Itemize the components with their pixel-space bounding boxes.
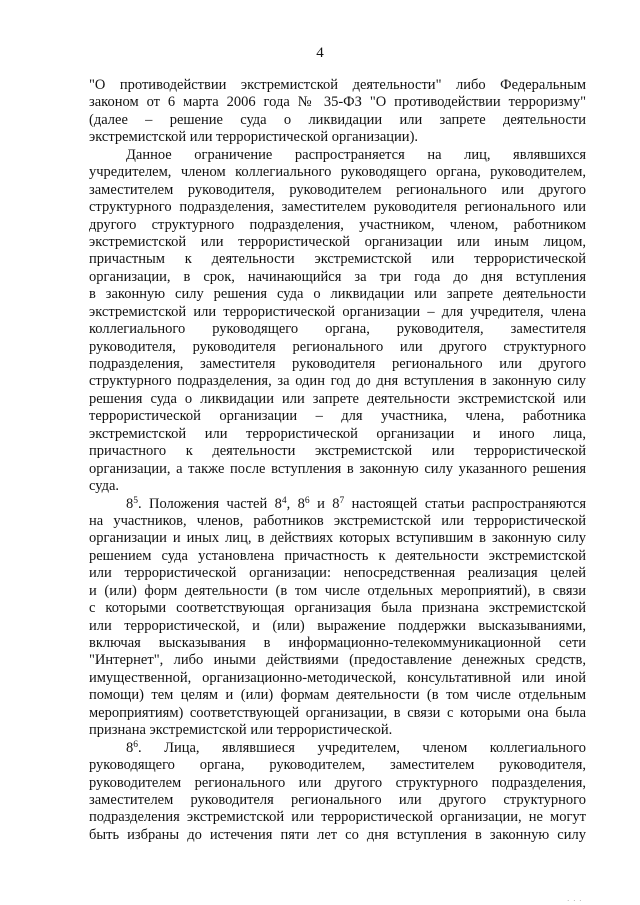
text-line: учредителем, членом коллегиального руководящего органа, руководителем,	[89, 164, 586, 181]
text-line: экстремистской или террористической организации).	[89, 129, 419, 146]
text-line: Данное ограничение распространяется на лиц, являвшихся	[126, 146, 586, 163]
text-line: законом от 6 марта 2006 года № 35-ФЗ "О противодействии терроризму"	[89, 94, 586, 111]
page-number: 4	[316, 45, 324, 61]
part-number: $8^5$	[126, 495, 138, 512]
text-line: организации, в срок, начинающийся за три года до дня вступления	[89, 268, 586, 285]
text-line: "Интернет", либо иными действиями (предоставление денежных средств,	[89, 652, 586, 669]
scan-artifact-mark: · · ·	[567, 897, 583, 905]
text-line: "О противодействии экстремистской деятельности" либо Федеральным	[89, 77, 586, 93]
text-line: мероприятиям) соответствующей организации, в связи с которыми она была	[89, 704, 586, 721]
text-line: экстремистской или террористической организации и иного лица,	[89, 425, 586, 442]
text-line: в законную силу решения суда о ликвидации или запрете деятельности	[89, 286, 586, 303]
text-line: руководителя, руководителя регионального или другого структурного	[89, 338, 586, 355]
paragraph-restriction	[89, 147, 586, 496]
document-body	[89, 77, 586, 844]
text-line: или террористической, и (или) выражение поддержки высказываниями,	[89, 617, 586, 634]
paragraph-part-8-5	[89, 496, 586, 740]
text-line: или террористической организации: непосредственная реализация целей	[89, 565, 586, 582]
text-line: террористической организации – для участника, члена, работника	[89, 408, 586, 425]
text-line: суда.	[89, 478, 120, 495]
text-line: структурного подразделения, заместителем руководителя регионального или	[89, 199, 586, 216]
part-number: $8^6$	[126, 739, 138, 756]
text-line: причастного к деятельности экстремистской или террористической	[89, 443, 586, 460]
text-line: экстремистской или террористической организации или иным лицом,	[89, 233, 586, 250]
text-line: подразделения, заместителя руководителя регионального или другого	[89, 356, 586, 372]
text-line: $8^5$. Положения частей $8^4$, $8^6$ и $8^7$ настоящей статьи распространяются	[126, 495, 586, 512]
paragraph-part-8-6	[89, 740, 586, 845]
text-line: признана экстремистской или террористической.	[89, 722, 393, 739]
text-line: (далее – решение суда о ликвидации или запрете деятельности	[89, 111, 586, 128]
text-line: заместителем руководителя регионального или другого структурного	[89, 791, 586, 808]
text-line: помощи) тем целям и (или) формам деятельности (в том числе отдельным	[89, 687, 586, 704]
text-line: руководителем регионального или другого структурного подразделения,	[89, 774, 586, 791]
text-line: организации и иных лиц, в действиях которых вступившим в законную силу	[89, 530, 586, 547]
paragraph-continuation	[89, 77, 586, 147]
text-line: $8^6$. Лица, являвшиеся учредителем, членом коллегиального	[126, 739, 586, 756]
text-line: организации, а также после вступления в законную силу указанного решения	[89, 460, 586, 477]
text-line: быть избраны до истечения пяти лет со дня вступления в законную силу	[89, 826, 586, 843]
text-line: с которыми соответствующая организация была признана экстремистской	[89, 600, 586, 617]
text-line: решения суда о ликвидации или запрете деятельности экстремистской или	[89, 390, 586, 407]
text-line: причастным к деятельности экстремистской или террористической	[89, 251, 586, 268]
text-line: руководящего органа, руководителем, заместителем руководителя,	[89, 757, 586, 774]
text-line: заместителем руководителя, руководителем регионального или другого	[89, 181, 586, 198]
text-line: включая высказывания в информационно-телекоммуникационной сети	[89, 635, 586, 651]
text-line: экстремистской или террористической организации – для учредителя, члена	[89, 303, 586, 320]
text-line: на участников, членов, работников экстремистской или террористической	[89, 512, 586, 529]
text-line: имущественной, организационно-методической, консультативной или иной	[89, 669, 586, 686]
text-line: коллегиального руководящего органа, руководителя, заместителя	[89, 321, 586, 338]
text-line: и (или) форм деятельности (в том числе отдельных мероприятий), в связи	[89, 582, 586, 599]
text-line: решением суда установлена причастность к деятельности экстремистской	[89, 547, 586, 564]
text-line: структурного подразделения, за один год до дня вступления в законную силу	[89, 373, 586, 390]
text-line: другого структурного подразделения, участником, членом, работником	[89, 216, 586, 233]
text-line: подразделения экстремистской или террористической организации, не могут	[89, 809, 586, 826]
